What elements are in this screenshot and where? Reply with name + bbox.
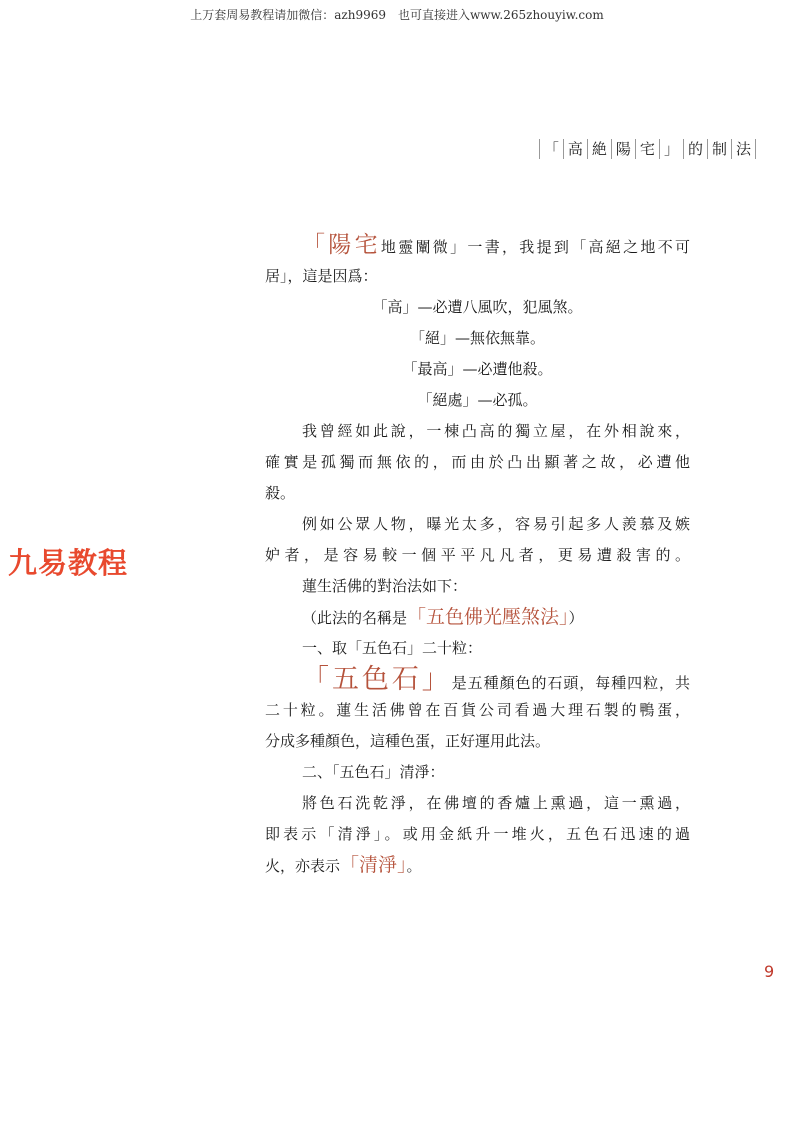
header-char: 法 <box>731 139 756 159</box>
main-text <box>265 230 690 881</box>
header-char: 「 <box>539 139 563 159</box>
header-char: 」 <box>659 139 683 159</box>
paragraph-line: 二十粒。蓮生活佛曾在百貨公司看過大理石製的鴨蛋， <box>265 701 690 719</box>
top-banner: 上万套周易教程请加微信：azh9969 也可直接进入www.265zhouyiw.com <box>190 8 604 22</box>
text-span: 是五種顏色的石頭，每種四粒，共 <box>451 674 690 692</box>
list-item: 「最高」—必遭他殺。 <box>402 360 553 378</box>
running-header <box>539 139 756 159</box>
page-number: 9 <box>764 962 775 981</box>
method-name: 「五色佛光壓煞法」 <box>407 606 569 628</box>
header-char: 高 <box>563 139 587 159</box>
step-heading: 一、取「五色石」二十粒： <box>302 639 483 657</box>
header-char: 的 <box>683 139 707 159</box>
emphasis-heading: 「五色石」 <box>302 664 452 695</box>
paragraph-line: 居」，這是因爲： <box>265 267 378 285</box>
paragraph-line: 分成多種顏色，這種色蛋，正好運用此法。 <box>265 732 551 750</box>
header-char: 絶 <box>587 139 611 159</box>
list-item: 「絕」—無依無靠。 <box>409 329 545 347</box>
paragraph-line <box>265 602 690 633</box>
list-item: 「高」—必遭八風吹，犯風煞。 <box>372 298 583 316</box>
paragraph-line: 殺。 <box>265 484 296 502</box>
paragraph-line <box>265 664 690 695</box>
step-heading: 二、「五色石」清淨： <box>302 763 445 781</box>
paragraph-line: 將色石洗乾淨，在佛壇的香爐上熏過，這一熏過， <box>302 794 690 812</box>
watermark-logo: 九易教程 <box>8 546 129 580</box>
emphasis-heading: 「陽宅 <box>302 232 381 258</box>
paragraph-line: 蓮生活佛的對治法如下： <box>302 577 468 595</box>
header-char: 宅 <box>635 139 659 159</box>
list-item: 「絕處」—必孤。 <box>417 391 538 409</box>
paragraph-line: 即表示「清淨」。或用金紙升一堆火，五色石迅速的過 <box>265 825 690 843</box>
paragraph-line <box>265 230 690 261</box>
paragraph-line: 確實是孤獨而無依的，而由於凸出顯著之故，必遭他 <box>265 453 690 471</box>
paragraph-line: 例如公眾人物，曝光太多，容易引起多人羨慕及嫉 <box>302 515 690 533</box>
text-span: 地靈闡微」一書，我提到「高絕之地不可 <box>380 238 690 256</box>
paragraph-line: 我曾經如此說，一棟凸高的獨立屋，在外相說來， <box>302 422 690 440</box>
text-span: （此法的名稱是 <box>302 609 408 627</box>
text-span: 火，亦表示 <box>265 857 341 875</box>
emphasis-text: 「清淨」 <box>340 854 407 876</box>
text-span: ） <box>568 609 584 627</box>
paragraph-line: 妒者，是容易較一個平平凡凡者，更易遭殺害的。 <box>265 546 690 564</box>
paragraph-line <box>265 850 690 881</box>
header-char: 制 <box>707 139 731 159</box>
text-span: 。 <box>406 857 422 875</box>
header-char: 陽 <box>611 139 635 159</box>
